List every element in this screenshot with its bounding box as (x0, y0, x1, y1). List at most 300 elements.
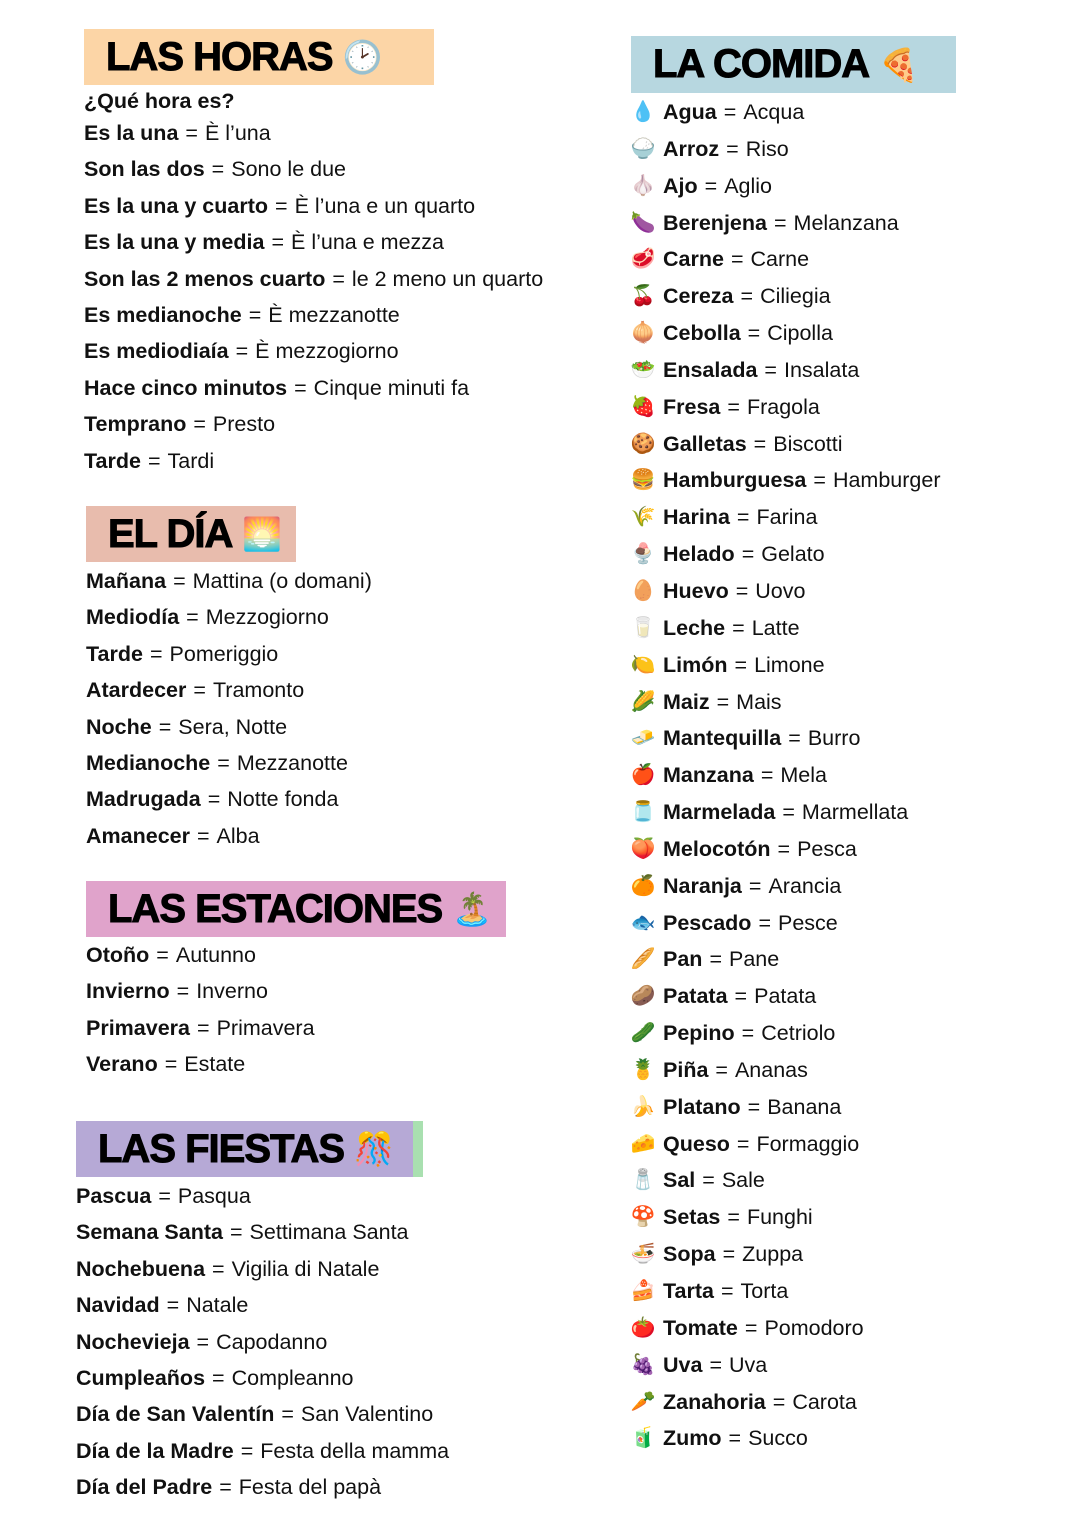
italian-term: Presto (212, 412, 276, 437)
vocab-row (628, 315, 940, 352)
italian-term: Cipolla (767, 321, 833, 346)
italian-term: Tramonto (212, 678, 305, 703)
section-title: EL DÍA (108, 511, 233, 556)
italian-term: Compleanno (231, 1366, 354, 1391)
spanish-term: Maiz (663, 689, 710, 714)
italian-term: Alba (216, 823, 260, 848)
list-fiestas (76, 1178, 449, 1506)
vocab-row (628, 536, 940, 573)
spanish-term: Verano (86, 1052, 158, 1077)
spanish-term: Tomate (663, 1315, 738, 1340)
equals-sign: = (753, 431, 767, 456)
vocab-row (84, 261, 543, 297)
vocab-row (76, 1433, 449, 1469)
italian-term: Mais (736, 689, 782, 714)
equals-sign: = (741, 542, 755, 567)
equals-sign: = (730, 247, 744, 272)
potato-icon: 🥔 (630, 985, 656, 1008)
italian-term: È l’una (204, 121, 271, 145)
equals-sign: = (732, 615, 745, 640)
italian-term: È mezzogiorno (255, 339, 399, 364)
spanish-term: Primavera (86, 1015, 190, 1040)
italian-term: Biscotti (773, 431, 843, 456)
spanish-term: Melocotón (663, 836, 771, 861)
equals-sign: = (196, 823, 210, 848)
vocab-row (76, 1396, 449, 1432)
section-header-comida (631, 36, 956, 93)
equals-sign: = (728, 1426, 742, 1451)
equals-sign: = (193, 412, 206, 437)
vocab-row (628, 426, 940, 463)
orange-icon: 🍊 (630, 874, 656, 897)
italian-term: Formaggio (756, 1131, 860, 1156)
equals-sign: = (217, 751, 230, 776)
cookie-icon: 🍪 (630, 432, 656, 455)
spanish-term: Día de la Madre (76, 1438, 234, 1463)
equals-sign: = (196, 1329, 210, 1354)
italian-term: Pomodoro (764, 1315, 864, 1340)
spanish-term: Tarde (86, 641, 143, 666)
list-dia (86, 563, 372, 854)
vocab-row (86, 973, 315, 1009)
spanish-term: Pepino (663, 1021, 735, 1046)
vocab-row (628, 1236, 940, 1273)
equals-sign: = (741, 1021, 755, 1046)
vocab-row (86, 563, 372, 599)
equals-sign: = (240, 1438, 254, 1463)
equals-sign: = (248, 303, 262, 328)
section-title: LAS ESTACIONES (108, 886, 443, 931)
vocab-row (84, 188, 543, 224)
apple-icon: 🍎 (630, 764, 656, 787)
italian-term: Notte fonda (227, 787, 339, 812)
vocab-row (76, 1469, 449, 1505)
italian-term: Patata (754, 984, 817, 1009)
equals-sign: = (164, 1052, 178, 1077)
spanish-term: Pascua (76, 1184, 152, 1208)
italian-term: Cetriolo (761, 1021, 836, 1046)
italian-term: Funghi (746, 1205, 813, 1230)
eggplant-icon: 🍆 (630, 211, 656, 234)
equals-sign: = (166, 1293, 180, 1318)
soup-icon: 🍜 (630, 1243, 656, 1266)
italian-term: le 2 meno un quarto (351, 266, 544, 291)
spanish-term: Nochebuena (76, 1256, 206, 1281)
vocab-row (628, 499, 940, 536)
italian-term: Sale (721, 1168, 765, 1193)
italian-term: San Valentino (300, 1402, 434, 1427)
vocab-row (628, 462, 940, 499)
italian-term: Aglio (724, 173, 773, 198)
italian-term: Burro (807, 726, 861, 751)
equals-sign: = (736, 1131, 750, 1156)
spanish-term: Hamburguesa (663, 468, 807, 493)
list-estaciones (86, 937, 315, 1083)
spanish-term: Navidad (76, 1293, 160, 1318)
vocab-row (76, 1214, 449, 1250)
vocab-row (628, 205, 940, 242)
vocab-row (628, 757, 940, 794)
vocab-row (86, 745, 372, 781)
equals-sign: = (212, 1366, 225, 1391)
cherries-icon: 🍒 (630, 285, 656, 308)
vocab-row (84, 151, 543, 187)
droplet-icon: 💧 (630, 101, 656, 123)
italian-term: Pasqua (177, 1184, 251, 1208)
spanish-term: Platano (663, 1094, 741, 1119)
spanish-term: Patata (663, 984, 728, 1009)
subtitle: ¿Qué hora es? (84, 89, 235, 113)
equals-sign: = (185, 121, 198, 145)
equals-sign: = (782, 800, 795, 825)
vocab-row (86, 1046, 315, 1082)
vocab-row (628, 1310, 940, 1347)
equals-sign: = (748, 873, 762, 898)
italian-term: Festa del papà (238, 1475, 382, 1500)
equals-sign: = (716, 689, 730, 714)
italian-term: Zuppa (742, 1242, 804, 1267)
spanish-term: Marmelada (663, 800, 776, 825)
vocab-row (86, 636, 372, 672)
vocab-row (86, 818, 372, 854)
vocab-row (628, 905, 940, 942)
vocab-row (86, 672, 372, 708)
equals-sign: = (147, 448, 161, 473)
italian-term: Torta (740, 1279, 789, 1303)
spanish-term: Nochevieja (76, 1329, 190, 1354)
italian-term: Banana (767, 1094, 842, 1119)
confetti-icon: 🎊 (354, 1131, 394, 1167)
vocab-row (84, 333, 543, 369)
spanish-term: Zumo (663, 1426, 722, 1451)
vocab-row (628, 978, 940, 1015)
equals-sign: = (294, 375, 307, 400)
spanish-term: Sopa (663, 1242, 716, 1267)
italian-term: Succo (748, 1426, 808, 1451)
spanish-term: Galletas (663, 431, 747, 456)
hamburger-icon: 🍔 (630, 469, 656, 492)
equals-sign: = (186, 605, 199, 630)
italian-term: È l’una e mezza (291, 230, 444, 255)
section-header-estaciones (86, 881, 506, 937)
italian-term: Sono le due (231, 157, 346, 182)
italian-term: Pomeriggio (169, 641, 279, 666)
equals-sign: = (735, 578, 749, 603)
italian-term: Pesce (778, 910, 838, 935)
lemon-icon: 🍋 (630, 653, 656, 676)
italian-term: Estate (184, 1052, 246, 1077)
equals-sign: = (747, 321, 761, 346)
spanish-term: Son las 2 menos cuarto (84, 266, 326, 291)
italian-term: Marmellata (801, 800, 909, 825)
vocab-row (84, 370, 543, 406)
vocab-row (628, 831, 940, 868)
section-header-horas (84, 29, 434, 85)
equals-sign: = (788, 726, 801, 751)
italian-term: Capodanno (216, 1329, 328, 1354)
italian-term: Tardi (167, 448, 215, 473)
italian-term: Vigilia di Natale (231, 1256, 380, 1281)
strawberry-icon: 🍓 (630, 395, 656, 418)
italian-term: Melanzana (793, 210, 899, 235)
spanish-term: Zanahoria (663, 1389, 766, 1414)
spanish-term: Limón (663, 652, 728, 677)
equals-sign: = (758, 910, 771, 935)
vocab-row (76, 1360, 449, 1396)
spanish-term: Ajo (663, 173, 698, 198)
vocab-row (628, 94, 940, 131)
vocab-row (628, 573, 940, 610)
equals-sign: = (813, 468, 826, 493)
italian-term: Primavera (216, 1015, 315, 1040)
vocab-row (628, 1089, 940, 1126)
equals-sign: = (709, 1352, 723, 1377)
pizza-icon: 🍕 (879, 46, 919, 83)
italian-term: Pesca (797, 836, 857, 861)
italian-term: Sera, Notte (178, 714, 288, 739)
spanish-term: Son las dos (84, 157, 205, 182)
italian-term: È mezzanotte (268, 303, 400, 328)
italian-term: Autunno (175, 943, 256, 967)
vocab-row (84, 406, 543, 442)
vocab-row (628, 278, 940, 315)
italian-term: È l’una e un quarto (294, 193, 476, 218)
vocab-row (628, 1347, 940, 1384)
equals-sign: = (211, 157, 225, 182)
italian-term: Hamburger (832, 468, 941, 493)
vocab-row (628, 131, 940, 168)
italian-term: Mattina (o domani) (192, 569, 372, 593)
equals-sign: = (197, 1015, 210, 1040)
equals-sign: = (715, 1057, 728, 1082)
carrot-icon: 🥕 (630, 1390, 656, 1413)
vocab-row (628, 794, 940, 831)
spanish-term: Manzana (663, 763, 754, 788)
spanish-term: Hace cinco minutos (84, 375, 288, 400)
spanish-term: Mediodía (86, 605, 180, 630)
vocab-row (76, 1251, 449, 1287)
section-title: LAS HORAS (106, 34, 333, 79)
vocab-row (84, 115, 543, 151)
spanish-term: Es mediodiaía (84, 339, 229, 364)
spanish-term: Día del Padre (76, 1475, 213, 1500)
vocab-row (628, 389, 940, 426)
equals-sign: = (772, 1389, 786, 1414)
cheese-icon: 🧀 (630, 1132, 656, 1155)
rice-icon: 🍚 (630, 137, 656, 160)
garlic-icon: 🧄 (630, 174, 656, 197)
equals-sign: = (275, 193, 288, 218)
spanish-term: Madrugada (86, 787, 201, 812)
equals-sign: = (773, 210, 787, 235)
equals-sign: = (219, 1475, 232, 1500)
vocab-row (628, 1273, 940, 1310)
spanish-term: Es medianoche (84, 303, 242, 328)
italian-term: Fragola (746, 394, 820, 419)
beach-island-icon: 🏝️ (452, 891, 493, 927)
section-title: LA COMIDA (653, 42, 870, 86)
ice-cream-icon: 🍨 (630, 543, 656, 566)
italian-term: Settimana Santa (249, 1220, 409, 1245)
equals-sign: = (720, 1279, 734, 1303)
spanish-term: Agua (663, 100, 717, 124)
vocab-row (84, 297, 543, 333)
sunrise-icon: 🌅 (242, 516, 283, 552)
spanish-term: Sal (663, 1168, 696, 1193)
equals-sign: = (158, 714, 172, 739)
egg-icon: 🥚 (630, 579, 656, 602)
cucumber-icon: 🥒 (630, 1022, 656, 1045)
spanish-term: Uva (663, 1352, 703, 1377)
spanish-term: Atardecer (86, 678, 187, 703)
italian-term: Inverno (196, 979, 268, 1004)
vocab-row (628, 1162, 940, 1199)
cake-icon: 🍰 (630, 1280, 656, 1302)
equals-sign: = (173, 569, 186, 593)
vocab-row (628, 868, 940, 905)
spanish-term: Harina (663, 505, 730, 530)
vocab-row (628, 941, 940, 978)
equals-sign: = (744, 1315, 758, 1340)
vocab-row (628, 1384, 940, 1421)
tomato-icon: 🍅 (630, 1316, 656, 1339)
vocab-row (76, 1324, 449, 1360)
italian-term: Gelato (761, 542, 825, 567)
pineapple-icon: 🍍 (630, 1058, 656, 1081)
spanish-term: Es la una (84, 121, 179, 145)
section-header-fiestas (76, 1121, 423, 1177)
italian-term: Festa della mamma (260, 1438, 450, 1463)
spanish-term: Tarta (663, 1279, 714, 1303)
italian-term: Riso (745, 136, 789, 161)
equals-sign: = (281, 1402, 294, 1427)
italian-term: Ananas (734, 1057, 808, 1082)
spanish-term: Invierno (86, 979, 170, 1004)
spanish-term: Cebolla (663, 321, 741, 346)
spanish-term: Carne (663, 247, 724, 272)
equals-sign: = (727, 1205, 740, 1230)
italian-term: Acqua (743, 100, 805, 124)
vocab-row (628, 684, 940, 721)
vocab-row (84, 443, 543, 479)
italian-term: Mezzanotte (236, 751, 348, 776)
italian-term: Arancia (768, 873, 842, 898)
italian-term: Carne (750, 247, 810, 272)
equals-sign: = (726, 136, 739, 161)
equals-sign: = (777, 836, 791, 861)
salt-icon: 🧂 (630, 1169, 656, 1192)
spanish-term: Mantequilla (663, 726, 782, 751)
meat-icon: 🥩 (630, 248, 656, 271)
spanish-term: Setas (663, 1205, 721, 1230)
vocab-row (84, 224, 543, 260)
spanish-term: Fresa (663, 394, 721, 419)
equals-sign: = (740, 284, 754, 309)
spanish-term: Arroz (663, 136, 720, 161)
equals-sign: = (156, 943, 169, 967)
italian-term: Limone (754, 652, 825, 677)
equals-sign: = (727, 394, 740, 419)
vocab-row (628, 1199, 940, 1236)
italian-term: Mela (780, 763, 827, 788)
spanish-term: Tarde (84, 448, 141, 473)
vocab-row (86, 599, 372, 635)
equals-sign: = (709, 947, 722, 972)
spanish-term: Es la una y cuarto (84, 193, 269, 218)
equals-sign: = (722, 1242, 736, 1267)
spanish-term: Cereza (663, 284, 734, 309)
equals-sign: = (332, 266, 345, 291)
spanish-term: Helado (663, 542, 735, 567)
spanish-term: Huevo (663, 578, 729, 603)
spanish-term: Amanecer (86, 823, 190, 848)
equals-sign: = (212, 1256, 225, 1281)
onion-icon: 🧅 (630, 322, 656, 345)
equals-sign: = (229, 1220, 243, 1245)
vocab-row (86, 1010, 315, 1046)
vocab-row (86, 709, 372, 745)
jar-icon: 🫙 (630, 801, 656, 824)
wheat-icon: 🌾 (630, 506, 656, 529)
juice-icon: 🧃 (630, 1427, 656, 1450)
italian-term: Carota (792, 1389, 857, 1414)
equals-sign: = (149, 641, 163, 666)
butter-icon: 🧈 (630, 727, 656, 750)
spanish-term: Medianoche (86, 751, 211, 776)
italian-term: Latte (751, 615, 800, 640)
vocab-row (628, 647, 940, 684)
italian-term: Uva (729, 1352, 768, 1377)
spanish-term: Semana Santa (76, 1220, 223, 1245)
italian-term: Ciliegia (760, 284, 831, 309)
vocab-row (628, 1052, 940, 1089)
spanish-term: Otoño (86, 943, 150, 967)
spanish-term: Es la una y media (84, 230, 265, 255)
spanish-term: Noche (86, 714, 152, 739)
vocab-row (76, 1178, 449, 1214)
fish-icon: 🐟 (630, 911, 656, 934)
italian-term: Natale (186, 1293, 249, 1318)
banana-icon: 🍌 (630, 1095, 656, 1118)
italian-term: Farina (756, 505, 818, 530)
equals-sign: = (158, 1184, 171, 1208)
list-horas (84, 115, 543, 479)
spanish-term: Queso (663, 1131, 730, 1156)
vocab-row (628, 1420, 940, 1457)
corn-icon: 🌽 (630, 690, 656, 713)
spanish-term: Pan (663, 947, 703, 972)
equals-sign: = (193, 678, 206, 703)
equals-sign: = (176, 979, 190, 1004)
vocab-row (86, 937, 315, 973)
equals-sign: = (747, 1094, 761, 1119)
equals-sign: = (235, 339, 249, 364)
italian-term: Mezzogiorno (205, 605, 329, 630)
vocab-row (628, 720, 940, 757)
vocab-row (628, 241, 940, 278)
equals-sign: = (760, 763, 774, 788)
equals-sign: = (271, 230, 285, 255)
italian-term: Uovo (755, 578, 806, 603)
peach-icon: 🍑 (630, 837, 656, 860)
list-comida (628, 94, 940, 1457)
italian-term: Cinque minuti fa (313, 375, 470, 400)
clock-icon: 🕑 (342, 39, 383, 75)
spanish-term: Piña (663, 1057, 709, 1082)
spanish-term: Mañana (86, 569, 167, 593)
equals-sign: = (702, 1168, 715, 1193)
spanish-term: Día de San Valentín (76, 1402, 275, 1427)
